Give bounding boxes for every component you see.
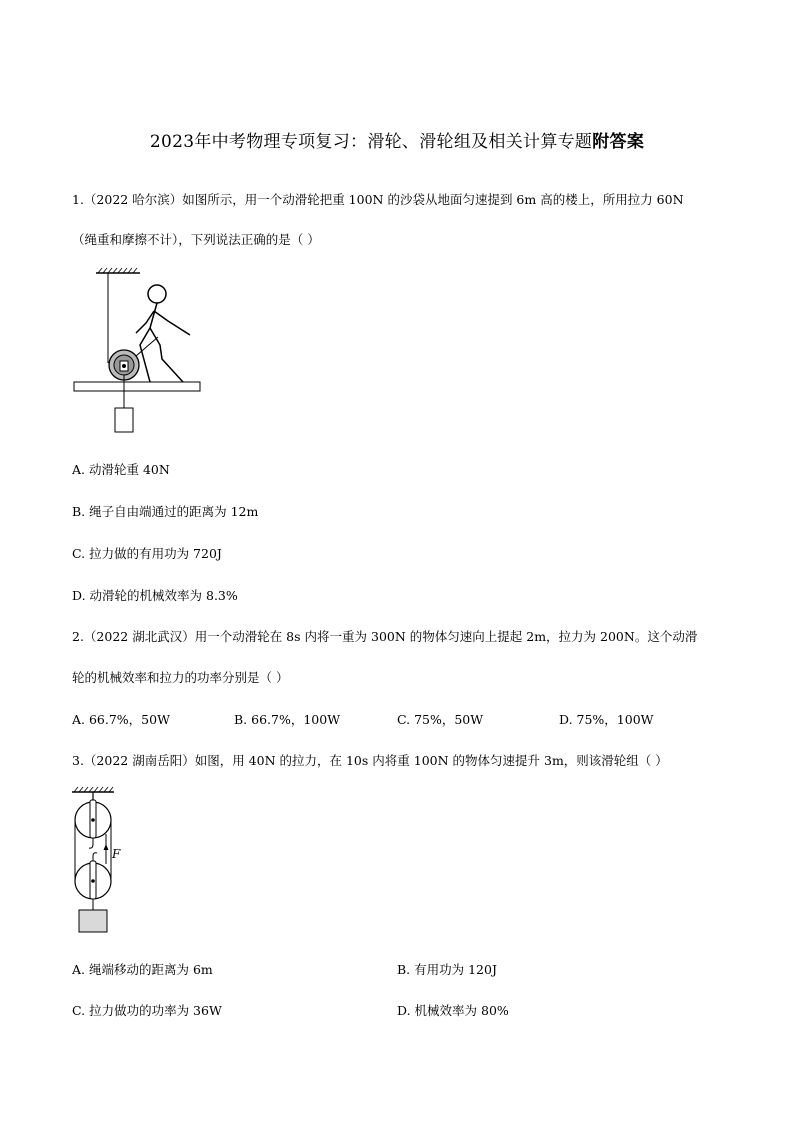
q2-stem-line2: 轮的机械效率和拉力的功率分别是（ ） (72, 670, 289, 685)
q1-option-a: A. 动滑轮重 40N (72, 462, 170, 477)
q2-option-d: D. 75%，100W (559, 712, 654, 727)
title-bold-suffix: 附答案 (592, 132, 645, 152)
q3-option-c: C. 拉力做功的功率为 36W (72, 1003, 222, 1018)
q2-stem-line1: 2.（2022 湖北武汉）用一个动滑轮在 8s 内将一重为 300N 的物体匀速向上提起 2m，拉力为 200N。这个动滑 (72, 629, 698, 644)
q1-option-b: B. 绳子自由端通过的距离为 12m (72, 504, 259, 519)
q3-option-d: D. 机械效率为 80% (397, 1003, 509, 1018)
q2-option-b: B. 66.7%，100W (234, 712, 341, 727)
q2-option-c: C. 75%，50W (397, 712, 484, 727)
document-title (0, 127, 794, 152)
q3-stem-line1: 3.（2022 湖南岳阳）如图，用 40N 的拉力，在 10s 内将重 100N 的物体匀速提升 3m，则该滑轮组（ ） (72, 753, 668, 768)
q3-figure-pulley-block (68, 786, 138, 936)
q1-figure-movable-pulley (70, 265, 210, 437)
q1-option-d: D. 动滑轮的机械效率为 8.3% (72, 588, 238, 603)
q1-stem-line1: 1.（2022 哈尔滨）如图所示，用一个动滑轮把重 100N 的沙袋从地面匀速提到 6m 高的楼上，所用拉力 60N (72, 192, 684, 207)
q3-option-b: B. 有用功为 120J (397, 962, 497, 977)
q3-force-label: F (112, 847, 121, 861)
q2-option-a: A. 66.7%，50W (72, 712, 170, 727)
q1-option-c: C. 拉力做的有用功为 720J (72, 546, 222, 561)
title-main: 2023年中考物理专项复习：滑轮、滑轮组及相关计算专题 (149, 132, 593, 152)
q1-stem-line2: （绳重和摩擦不计），下列说法正确的是（ ） (72, 232, 320, 247)
q3-option-a: A. 绳端移动的距离为 6m (72, 962, 213, 977)
